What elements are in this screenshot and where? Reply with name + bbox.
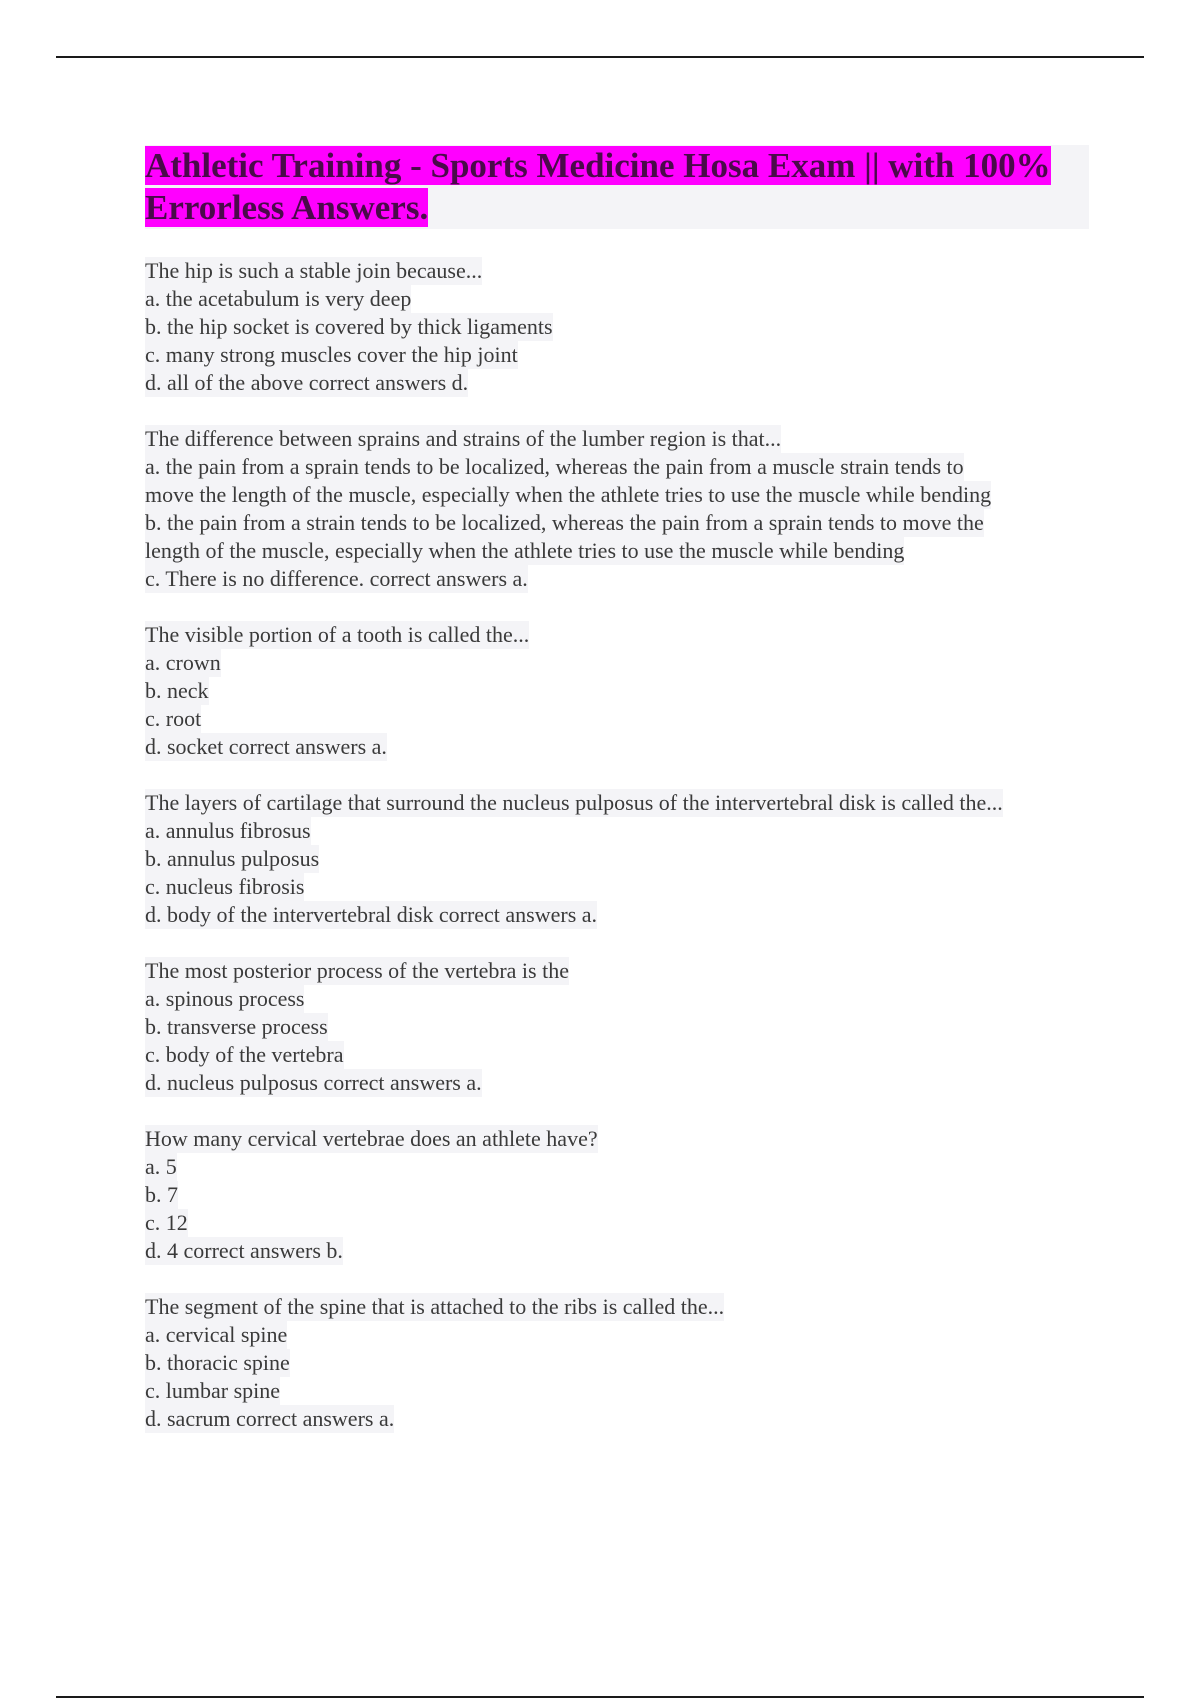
question-4 bbox=[145, 789, 1091, 929]
top-rule bbox=[56, 56, 1144, 58]
answer-option: c. body of the vertebra bbox=[145, 1042, 344, 1067]
answer-option: b. the hip socket is covered by thick ligaments bbox=[145, 314, 553, 339]
question-2 bbox=[145, 425, 1091, 593]
answer-option: d. nucleus pulposus correct answers a. bbox=[145, 1070, 482, 1095]
answer-option: a. spinous process bbox=[145, 986, 305, 1011]
answer-option: a. crown bbox=[145, 650, 221, 675]
answer-option-continued: length of the muscle, especially when the athlete tries to use the muscle while bending bbox=[145, 538, 905, 563]
answer-option: b. transverse process bbox=[145, 1014, 328, 1039]
document-body bbox=[145, 145, 1091, 1461]
question-text: The difference between sprains and strains of the lumber region is that... bbox=[145, 426, 782, 451]
title-highlight: Athletic Training - Sports Medicine Hosa Exam || with 100% Errorless Answers. bbox=[145, 146, 1051, 227]
answer-option: c. root bbox=[145, 706, 202, 731]
question-text: The segment of the spine that is attached to the ribs is called the... bbox=[145, 1294, 725, 1319]
answer-option: c. lumbar spine bbox=[145, 1378, 281, 1403]
answer-option-continued: move the length of the muscle, especially when the athlete tries to use the muscle while bending bbox=[145, 482, 992, 507]
question-text: How many cervical vertebrae does an athlete have? bbox=[145, 1126, 598, 1151]
answer-option: b. the pain from a strain tends to be localized, whereas the pain from a sprain tends to move the bbox=[145, 510, 984, 535]
answer-option: c. There is no difference. correct answers a. bbox=[145, 566, 528, 591]
answer-option: d. body of the intervertebral disk correct answers a. bbox=[145, 902, 598, 927]
answer-option: a. annulus fibrosus bbox=[145, 818, 311, 843]
answer-option: c. many strong muscles cover the hip joint bbox=[145, 342, 518, 367]
answer-option: b. thoracic spine bbox=[145, 1350, 290, 1375]
question-text: The layers of cartilage that surround the nucleus pulposus of the intervertebral disk is called the... bbox=[145, 790, 1003, 815]
question-5 bbox=[145, 957, 1091, 1097]
question-1 bbox=[145, 257, 1091, 397]
question-3 bbox=[145, 621, 1091, 761]
answer-option: a. 5 bbox=[145, 1154, 177, 1179]
answer-option: d. socket correct answers a. bbox=[145, 734, 387, 759]
answer-option: d. 4 correct answers b. bbox=[145, 1238, 343, 1263]
question-6 bbox=[145, 1125, 1091, 1265]
question-7 bbox=[145, 1293, 1091, 1433]
title-box bbox=[145, 145, 1089, 229]
question-text: The hip is such a stable join because... bbox=[145, 258, 483, 283]
answer-option: b. neck bbox=[145, 678, 209, 703]
answer-option: d. sacrum correct answers a. bbox=[145, 1406, 395, 1431]
answer-option: b. 7 bbox=[145, 1182, 178, 1207]
answer-option: c. 12 bbox=[145, 1210, 188, 1235]
question-text: The visible portion of a tooth is called the... bbox=[145, 622, 530, 647]
answer-option: d. all of the above correct answers d. bbox=[145, 370, 469, 395]
answer-option: a. the pain from a sprain tends to be localized, whereas the pain from a muscle strain tends to bbox=[145, 454, 964, 479]
document-title bbox=[145, 145, 1089, 229]
bottom-rule bbox=[56, 1696, 1144, 1698]
answer-option: c. nucleus fibrosis bbox=[145, 874, 305, 899]
answer-option: a. cervical spine bbox=[145, 1322, 288, 1347]
question-text: The most posterior process of the vertebra is the bbox=[145, 958, 569, 983]
answer-option: b. annulus pulposus bbox=[145, 846, 320, 871]
answer-option: a. the acetabulum is very deep bbox=[145, 286, 412, 311]
